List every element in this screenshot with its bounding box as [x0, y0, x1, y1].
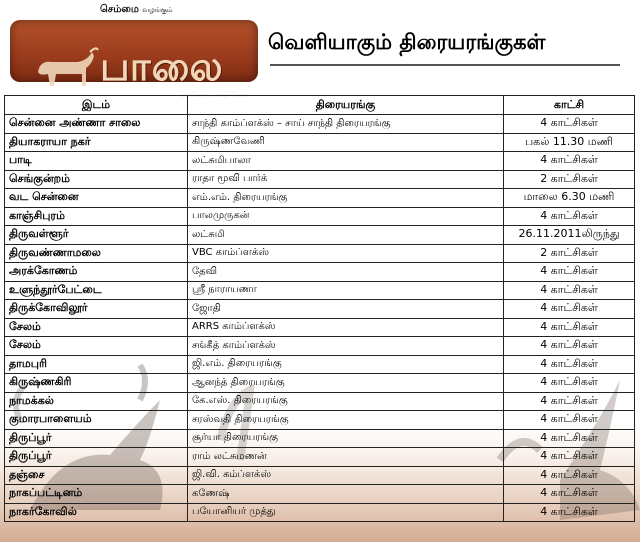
theatre-cell: கணேஷ்	[188, 485, 504, 504]
table-row	[5, 300, 635, 319]
bull-icon	[30, 42, 100, 100]
theatre-cell: கிருஷ்ணவேணி	[188, 133, 504, 152]
place-cell: பாடி	[5, 152, 188, 171]
table-row	[5, 392, 635, 411]
place-cell: காஞ்சிபுரம்	[5, 207, 188, 226]
table-row	[5, 189, 635, 208]
table-row	[5, 318, 635, 337]
shows-cell: 4 காட்சிகள்	[504, 374, 635, 393]
place-cell: தியாகராயா நகர்	[5, 133, 188, 152]
page-title: வெளியாகும் திரையரங்குகள்	[268, 30, 546, 54]
title-divider	[270, 64, 620, 66]
place-cell: தஞ்சை	[5, 466, 188, 485]
place-cell: திருப்பூர்	[5, 448, 188, 467]
table-row	[5, 411, 635, 430]
theatre-cell: சங்கீத் காம்ப்ளக்ஸ்	[188, 337, 504, 356]
shows-cell: 2 காட்சிகள்	[504, 244, 635, 263]
theatre-cell: சரஸ்வதி திரையரங்கு	[188, 411, 504, 430]
theatre-cell: ஜி.வி. கம்ப்ளக்ஸ்	[188, 466, 504, 485]
shows-cell: 2 காட்சிகள்	[504, 170, 635, 189]
shows-cell: 4 காட்சிகள்	[504, 392, 635, 411]
theatre-cell: ARRS காம்ப்ளக்ஸ்	[188, 318, 504, 337]
shows-cell: 4 காட்சிகள்	[504, 300, 635, 319]
shows-cell: 4 காட்சிகள்	[504, 207, 635, 226]
theatre-cell: VBC காம்ப்ளக்ஸ்	[188, 244, 504, 263]
table-row	[5, 226, 635, 245]
table-row	[5, 337, 635, 356]
shows-cell: 4 காட்சிகள்	[504, 318, 635, 337]
theatre-cell: சாந்தி காம்ப்ளக்ஸ் – சாய் சாந்தி திரையரங்கு	[188, 115, 504, 134]
place-cell: திருவண்ணாமலை	[5, 244, 188, 263]
theatre-cell: ஆனந்த் திரையரங்கு	[188, 374, 504, 393]
place-cell: செங்குன்றம்	[5, 170, 188, 189]
table-row	[5, 485, 635, 504]
theatre-cell: லட்சுமிபாலா	[188, 152, 504, 171]
place-cell: அரக்கோணம்	[5, 263, 188, 282]
theatre-cell: எம்.எம். திரையரங்கு	[188, 189, 504, 208]
place-cell: நாமக்கல்	[5, 392, 188, 411]
theatre-cell: கே.எஸ். திரையரங்கு	[188, 392, 504, 411]
place-cell: சென்னை அண்ணா சாலை	[5, 115, 188, 134]
page-header	[0, 0, 640, 99]
shows-cell: 4 காட்சிகள்	[504, 429, 635, 448]
column-header-shows: காட்சி	[504, 96, 635, 115]
table-row	[5, 448, 635, 467]
place-cell: வட சென்னை	[5, 189, 188, 208]
place-cell: கிருஷ்ணகிரி	[5, 374, 188, 393]
brand-presenter: செம்மை வழங்கும்	[100, 4, 173, 15]
theatre-cell: ராம் லட்சுமணன்	[188, 448, 504, 467]
table-row	[5, 281, 635, 300]
shows-cell: 4 காட்சிகள்	[504, 466, 635, 485]
place-cell: நாகர்கோவில்	[5, 503, 188, 522]
theatre-cell: பயோனியர் முத்து	[188, 503, 504, 522]
table-row	[5, 503, 635, 522]
film-tagline: என்னோடு செமித் தோன	[180, 92, 248, 99]
theatre-cell: ராதா மூவி பார்க்	[188, 170, 504, 189]
table-row	[5, 244, 635, 263]
table-row	[5, 170, 635, 189]
shows-cell: 26.11.2011லிருந்து	[504, 226, 635, 245]
shows-cell: 4 காட்சிகள்	[504, 355, 635, 374]
table-row	[5, 207, 635, 226]
table-header-row	[5, 96, 635, 115]
theatre-list-table	[4, 95, 635, 522]
theatre-cell: லட்சுமி	[188, 226, 504, 245]
shows-cell: பகல் 11.30 மணி	[504, 133, 635, 152]
column-header-place: இடம்	[5, 96, 188, 115]
shows-cell: 4 காட்சிகள்	[504, 115, 635, 134]
theatre-cell: தேவி	[188, 263, 504, 282]
place-cell: சேலம்	[5, 337, 188, 356]
table-row	[5, 374, 635, 393]
shows-cell: 4 காட்சிகள்	[504, 485, 635, 504]
theatre-cell: பாலமுருகன்	[188, 207, 504, 226]
shows-cell: 4 காட்சிகள்	[504, 263, 635, 282]
theatre-cell: ஜி.எம். திரையரங்கு	[188, 355, 504, 374]
shows-cell: 4 காட்சிகள்	[504, 448, 635, 467]
table-row	[5, 133, 635, 152]
theatre-cell: சூர்யா திரையரங்கு	[188, 429, 504, 448]
shows-cell: 4 காட்சிகள்	[504, 503, 635, 522]
place-cell: சேலம்	[5, 318, 188, 337]
place-cell: திருக்கோவிலூர்	[5, 300, 188, 319]
shows-cell: 4 காட்சிகள்	[504, 411, 635, 430]
column-header-theatre: திரையரங்கு	[188, 96, 504, 115]
place-cell: நாகப்பட்டினம்	[5, 485, 188, 504]
place-cell: திருப்பூர்	[5, 429, 188, 448]
theatre-cell: ஸ்ரீ நாராயணா	[188, 281, 504, 300]
shows-cell: 4 காட்சிகள்	[504, 337, 635, 356]
table-row	[5, 355, 635, 374]
table-row	[5, 152, 635, 171]
place-cell: தாமபுரி	[5, 355, 188, 374]
film-title-art: பாலை	[100, 44, 224, 90]
shows-cell: மாலை 6.30 மணி	[504, 189, 635, 208]
place-cell: குமாரபாளையம்	[5, 411, 188, 430]
shows-cell: 4 காட்சிகள்	[504, 152, 635, 171]
table-row	[5, 429, 635, 448]
table-row	[5, 263, 635, 282]
shows-cell: 4 காட்சிகள்	[504, 281, 635, 300]
place-cell: திருவள்ளூர்	[5, 226, 188, 245]
film-logo-banner	[10, 20, 258, 99]
place-cell: உளுந்தூர்பேட்டை	[5, 281, 188, 300]
theatre-cell: ஜோதி	[188, 300, 504, 319]
table-row	[5, 466, 635, 485]
table-row	[5, 115, 635, 134]
